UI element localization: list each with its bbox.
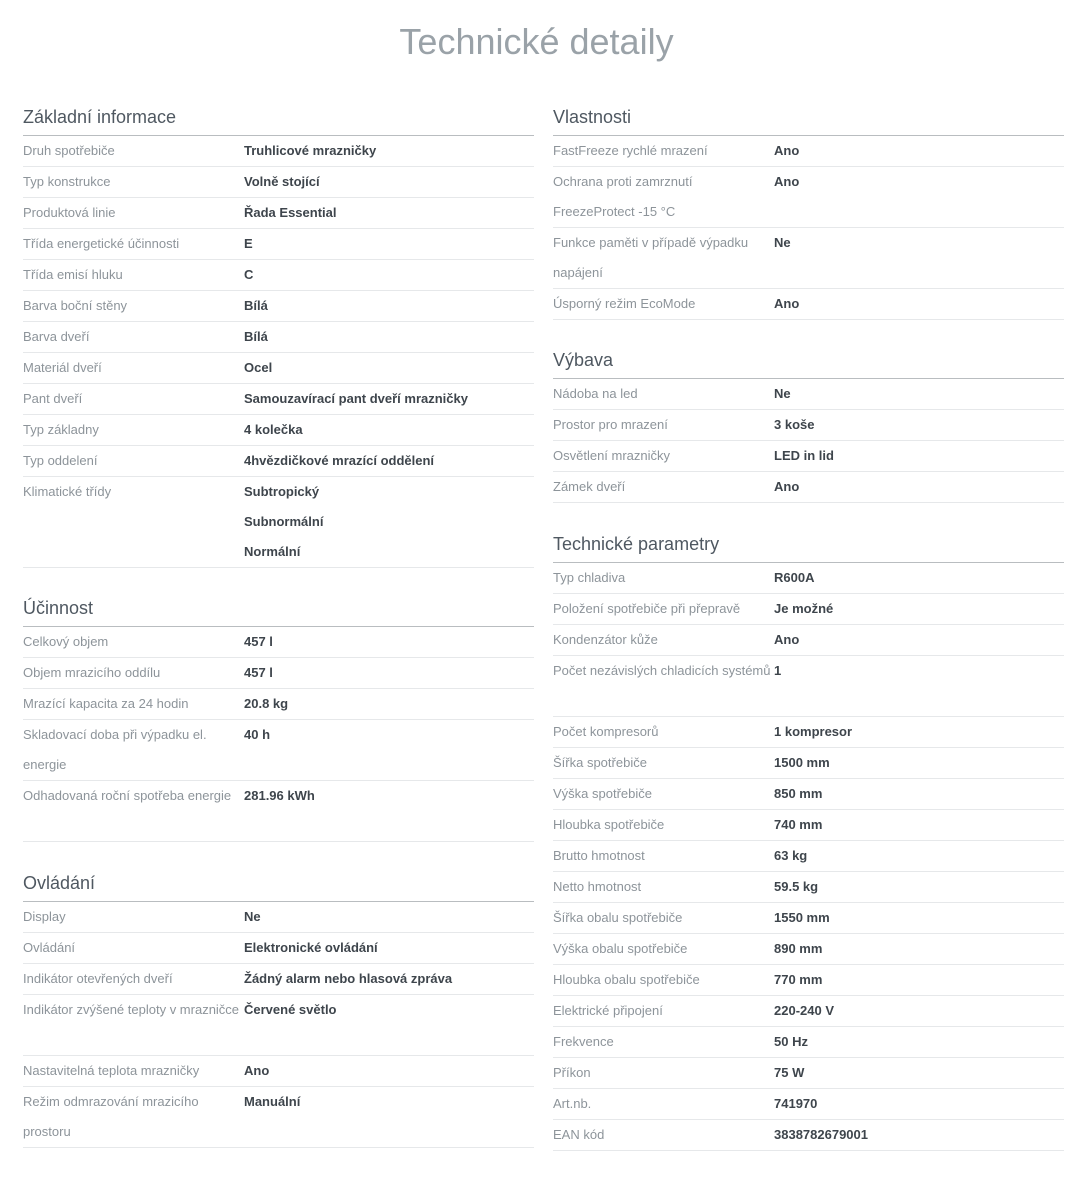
spec-value-line: 50 Hz <box>774 1034 808 1049</box>
spec-value <box>774 441 1064 471</box>
spec-value <box>244 229 534 259</box>
spec-row-display <box>23 902 534 933</box>
spec-value <box>774 472 1064 502</box>
spec-value-line: 1 <box>774 663 782 678</box>
spec-label: Celkový objem <box>23 634 109 649</box>
spec-label: Počet nezávislých chladicích systémů <box>553 663 771 678</box>
spec-value <box>774 289 1064 319</box>
section-vlastnosti <box>553 107 1064 320</box>
spec-row-trida-emisi-hluku <box>23 260 534 291</box>
section-ucinnost <box>23 598 534 842</box>
spec-row-typ-oddeleni <box>23 446 534 477</box>
spec-row-odhadovana-rocni-spotreba-energie <box>23 781 534 842</box>
spec-value-line: Ne <box>774 386 791 401</box>
spec-value <box>774 748 1064 778</box>
spec-row-art-nb <box>553 1089 1064 1120</box>
page-title: Technické detaily <box>399 21 674 62</box>
section-zakladni-informace <box>23 107 534 568</box>
spec-label: Funkce paměti v případě výpadku napájení <box>553 235 749 280</box>
spec-value <box>244 1056 534 1086</box>
spec-row-mrazici-kapacita-za-24-hodin <box>23 689 534 720</box>
spec-row-funkce-pameti-v-pripade-vypadku-napajeni <box>553 228 1064 289</box>
spec-value <box>774 934 1064 964</box>
spec-row-sirka-spotrebice <box>553 748 1064 779</box>
section-ovladani <box>23 873 534 1148</box>
spec-label: Hloubka spotřebiče <box>553 817 665 832</box>
spec-value-line: Elektronické ovládání <box>244 940 378 955</box>
section-technicke-parametry <box>553 534 1064 1151</box>
spec-row-rezim-odmrazovani-mraziciho-prostoru <box>23 1087 534 1148</box>
spec-value-line: 281.96 kWh <box>244 788 315 803</box>
spec-value-line: Ano <box>244 1063 270 1078</box>
spec-label: Kondenzátor kůže <box>553 632 658 647</box>
spec-label: Skladovací doba při výpadku el. energie <box>23 727 207 772</box>
spec-value <box>774 167 1064 227</box>
spec-value-line: Truhlicové mrazničky <box>244 143 377 158</box>
spec-value-line: E <box>244 236 253 251</box>
spec-value <box>244 136 534 166</box>
spec-row-usporny-rezim-ecomode <box>553 289 1064 320</box>
spec-value-line: 4 kolečka <box>244 422 303 437</box>
spec-value-line: Bílá <box>244 329 268 344</box>
spec-value <box>774 996 1064 1026</box>
spec-value-line: Bílá <box>244 298 268 313</box>
spec-row-brutto-hmotnost <box>553 841 1064 872</box>
section-heading: Vlastnosti <box>553 107 1064 136</box>
spec-label: FastFreeze rychlé mrazení <box>553 143 708 158</box>
spec-value-line: Ocel <box>244 360 273 375</box>
spec-value <box>774 965 1064 995</box>
spec-value <box>244 964 534 994</box>
spec-value-line: 20.8 kg <box>244 696 289 711</box>
spec-label: Frekvence <box>553 1034 614 1049</box>
spec-label: Druh spotřebiče <box>23 143 115 158</box>
spec-value <box>244 291 534 321</box>
spec-label: Mrazící kapacita za 24 hodin <box>23 696 189 711</box>
spec-row-material-dveri <box>23 353 534 384</box>
spec-value-line: 3 koše <box>774 417 815 432</box>
spec-value-line: 770 mm <box>774 972 823 987</box>
spec-label: Typ oddelení <box>23 453 98 468</box>
spec-value <box>244 902 534 932</box>
spec-row-hloubka-obalu-spotrebice <box>553 965 1064 996</box>
spec-value <box>244 477 534 567</box>
section-heading: Účinnost <box>23 598 534 627</box>
spec-value <box>774 717 1064 747</box>
spec-value <box>774 872 1064 902</box>
spec-label: Režim odmrazování mrazicího prostoru <box>23 1094 199 1139</box>
spec-value <box>774 1120 1064 1150</box>
spec-value <box>774 379 1064 409</box>
spec-value-line: Řada Essential <box>244 205 337 220</box>
spec-label: Ovládání <box>23 940 76 955</box>
spec-value-line: 220-240 V <box>774 1003 834 1018</box>
spec-value <box>774 1058 1064 1088</box>
spec-label: Klimatické třídy <box>23 484 112 499</box>
spec-label: Display <box>23 909 66 924</box>
spec-row-typ-zakladny <box>23 415 534 446</box>
spec-value-line: Ano <box>774 296 800 311</box>
spec-row-netto-hmotnost <box>553 872 1064 903</box>
spec-label: Šířka spotřebiče <box>553 755 647 770</box>
spec-row-skladovaci-doba-pri-vypadku-el-energie <box>23 720 534 781</box>
spec-row-ean-kod <box>553 1120 1064 1151</box>
spec-label: Odhadovaná roční spotřeba energie <box>23 788 232 803</box>
spec-label: Pant dveří <box>23 391 83 406</box>
spec-row-klimaticke-tridy <box>23 477 534 568</box>
spec-row-kondenzator-kuze <box>553 625 1064 656</box>
spec-value <box>244 627 534 657</box>
spec-row-celkovy-objem <box>23 627 534 658</box>
spec-row-frekvence <box>553 1027 1064 1058</box>
spec-row-indikator-zvysene-teploty-v-mraznicce <box>23 995 534 1056</box>
section-heading: Výbava <box>553 350 1064 379</box>
spec-value-line: 741970 <box>774 1096 818 1111</box>
spec-label: Indikátor otevřených dveří <box>23 971 173 986</box>
spec-row-prostor-pro-mrazeni <box>553 410 1064 441</box>
spec-label: Příkon <box>553 1065 591 1080</box>
spec-row-hloubka-spotrebice <box>553 810 1064 841</box>
spec-value-line: 740 mm <box>774 817 823 832</box>
spec-label: Osvětlení mrazničky <box>553 448 671 463</box>
spec-value <box>774 810 1064 840</box>
spec-value <box>774 594 1064 624</box>
spec-row-druh-spotrebice <box>23 136 534 167</box>
spec-row-pocet-kompresoru <box>553 717 1064 748</box>
spec-value-line: Subtropický <box>244 484 320 499</box>
spec-value-line: 63 kg <box>774 848 808 863</box>
spec-value <box>244 933 534 963</box>
spec-value-line: R600A <box>774 570 815 585</box>
spec-row-vyska-spotrebice <box>553 779 1064 810</box>
spec-label: Netto hmotnost <box>553 879 642 894</box>
spec-row-fastfreeze-rychle-mrazeni <box>553 136 1064 167</box>
spec-label: Materiál dveří <box>23 360 102 375</box>
spec-value <box>244 322 534 352</box>
spec-row-pant-dveri <box>23 384 534 415</box>
spec-value <box>244 353 534 383</box>
spec-row-trida-energeticke-ucinnosti <box>23 229 534 260</box>
spec-value-line: Je možné <box>774 601 834 616</box>
spec-row-prikon <box>553 1058 1064 1089</box>
spec-value-line: 1550 mm <box>774 910 830 925</box>
spec-value-line: Ano <box>774 143 800 158</box>
spec-row-sirka-obalu-spotrebice <box>553 903 1064 934</box>
spec-value-line: Červené světlo <box>244 1002 337 1017</box>
spec-value-line: 1 kompresor <box>774 724 853 739</box>
spec-row-ochrana-proti-zamrznuti-freezeprotect-15-c <box>553 167 1064 228</box>
spec-value-line: Ano <box>774 479 800 494</box>
spec-label: Třída emisí hluku <box>23 267 123 282</box>
spec-value-line: 457 l <box>244 634 273 649</box>
spec-row-vyska-obalu-spotrebice <box>553 934 1064 965</box>
spec-value <box>774 903 1064 933</box>
spec-value <box>244 720 534 780</box>
spec-label: Objem mrazicího oddílu <box>23 665 161 680</box>
spec-label: Indikátor zvýšené teploty v mrazničce <box>23 1002 240 1017</box>
spec-label: Počet kompresorů <box>553 724 659 739</box>
spec-value <box>244 446 534 476</box>
spec-label: Úsporný režim EcoMode <box>553 296 696 311</box>
spec-value <box>774 1027 1064 1057</box>
spec-label: Elektrické připojení <box>553 1003 663 1018</box>
spec-value-line: Ne <box>774 235 791 250</box>
spec-row-polozeni-spotrebice-pri-preprave <box>553 594 1064 625</box>
section-vybava <box>553 350 1064 503</box>
spec-label: Nastavitelná teplota mrazničky <box>23 1063 200 1078</box>
spec-label: Barva boční stěny <box>23 298 128 313</box>
spec-label: Výška obalu spotřebiče <box>553 941 688 956</box>
spec-row-barva-dveri <box>23 322 534 353</box>
spec-value-line: 75 W <box>774 1065 805 1080</box>
spec-label: Šířka obalu spotřebiče <box>553 910 683 925</box>
spec-value-line: LED in lid <box>774 448 834 463</box>
spec-row-typ-konstrukce <box>23 167 534 198</box>
spec-value <box>244 781 534 841</box>
spec-value <box>244 995 534 1055</box>
section-heading: Technické parametry <box>553 534 1064 563</box>
spec-value <box>774 136 1064 166</box>
spec-label: EAN kód <box>553 1127 605 1142</box>
spec-label: Třída energetické účinnosti <box>23 236 180 251</box>
spec-value <box>244 167 534 197</box>
spec-value-line: Ne <box>244 909 261 924</box>
spec-value <box>774 656 1064 716</box>
spec-row-pocet-nezavislych-chladicich-systemu <box>553 656 1064 717</box>
spec-label: Barva dveří <box>23 329 90 344</box>
spec-label: Brutto hmotnost <box>553 848 645 863</box>
spec-label: Prostor pro mrazení <box>553 417 668 432</box>
spec-label: Nádoba na led <box>553 386 638 401</box>
spec-value <box>244 1087 534 1147</box>
spec-value-line: 457 l <box>244 665 273 680</box>
spec-value-line: Žádný alarm nebo hlasová zpráva <box>244 971 453 986</box>
spec-value-line: Volně stojící <box>244 174 320 189</box>
spec-label: Art.nb. <box>553 1096 592 1111</box>
spec-label: Zámek dveří <box>553 479 626 494</box>
spec-value-line: Manuální <box>244 1094 301 1109</box>
spec-value <box>774 410 1064 440</box>
spec-value-line: Subnormální <box>244 514 324 529</box>
spec-label: Typ chladiva <box>553 570 626 585</box>
spec-value <box>244 198 534 228</box>
spec-label: Hloubka obalu spotřebiče <box>553 972 700 987</box>
spec-row-ovladani <box>23 933 534 964</box>
spec-row-zamek-dveri <box>553 472 1064 503</box>
section-heading: Základní informace <box>23 107 534 136</box>
spec-value-line: 1500 mm <box>774 755 830 770</box>
spec-value-line: 3838782679001 <box>774 1127 868 1142</box>
spec-value <box>774 625 1064 655</box>
spec-value <box>244 658 534 688</box>
spec-row-typ-chladiva <box>553 563 1064 594</box>
section-heading: Ovládání <box>23 873 534 902</box>
spec-row-nastavitelna-teplota-mraznicky <box>23 1056 534 1087</box>
spec-value <box>774 228 1064 288</box>
spec-value-line: Normální <box>244 544 301 559</box>
spec-row-elektricke-pripojeni <box>553 996 1064 1027</box>
spec-label: Typ konstrukce <box>23 174 111 189</box>
spec-value-line: 4hvězdičkové mrazící oddělení <box>244 453 435 468</box>
spec-value-line: 850 mm <box>774 786 823 801</box>
spec-label: Ochrana proti zamrznutí FreezeProtect -15 °C <box>553 174 693 219</box>
spec-value-line: Ano <box>774 632 800 647</box>
spec-value-line: Ano <box>774 174 800 189</box>
spec-label: Typ základny <box>23 422 99 437</box>
spec-value-line: C <box>244 267 254 282</box>
spec-value <box>774 841 1064 871</box>
spec-value <box>774 563 1064 593</box>
spec-value <box>244 689 534 719</box>
spec-label: Položení spotřebiče při přepravě <box>553 601 741 616</box>
spec-value <box>244 415 534 445</box>
spec-row-barva-bocni-steny <box>23 291 534 322</box>
spec-value-line: 890 mm <box>774 941 823 956</box>
spec-value <box>244 260 534 290</box>
spec-row-indikator-otevrenych-dveri <box>23 964 534 995</box>
spec-row-nadoba-na-led <box>553 379 1064 410</box>
spec-label: Výška spotřebiče <box>553 786 652 801</box>
spec-row-osvetleni-mraznicky <box>553 441 1064 472</box>
spec-value-line: 40 h <box>244 727 271 742</box>
spec-row-objem-mraziciho-oddilu <box>23 658 534 689</box>
spec-value <box>774 1089 1064 1119</box>
spec-value <box>774 779 1064 809</box>
spec-row-produktova-linie <box>23 198 534 229</box>
spec-label: Produktová linie <box>23 205 116 220</box>
spec-value-line: Samouzavírací pant dveří mrazničky <box>244 391 468 406</box>
spec-value <box>244 384 534 414</box>
spec-value-line: 59.5 kg <box>774 879 819 894</box>
